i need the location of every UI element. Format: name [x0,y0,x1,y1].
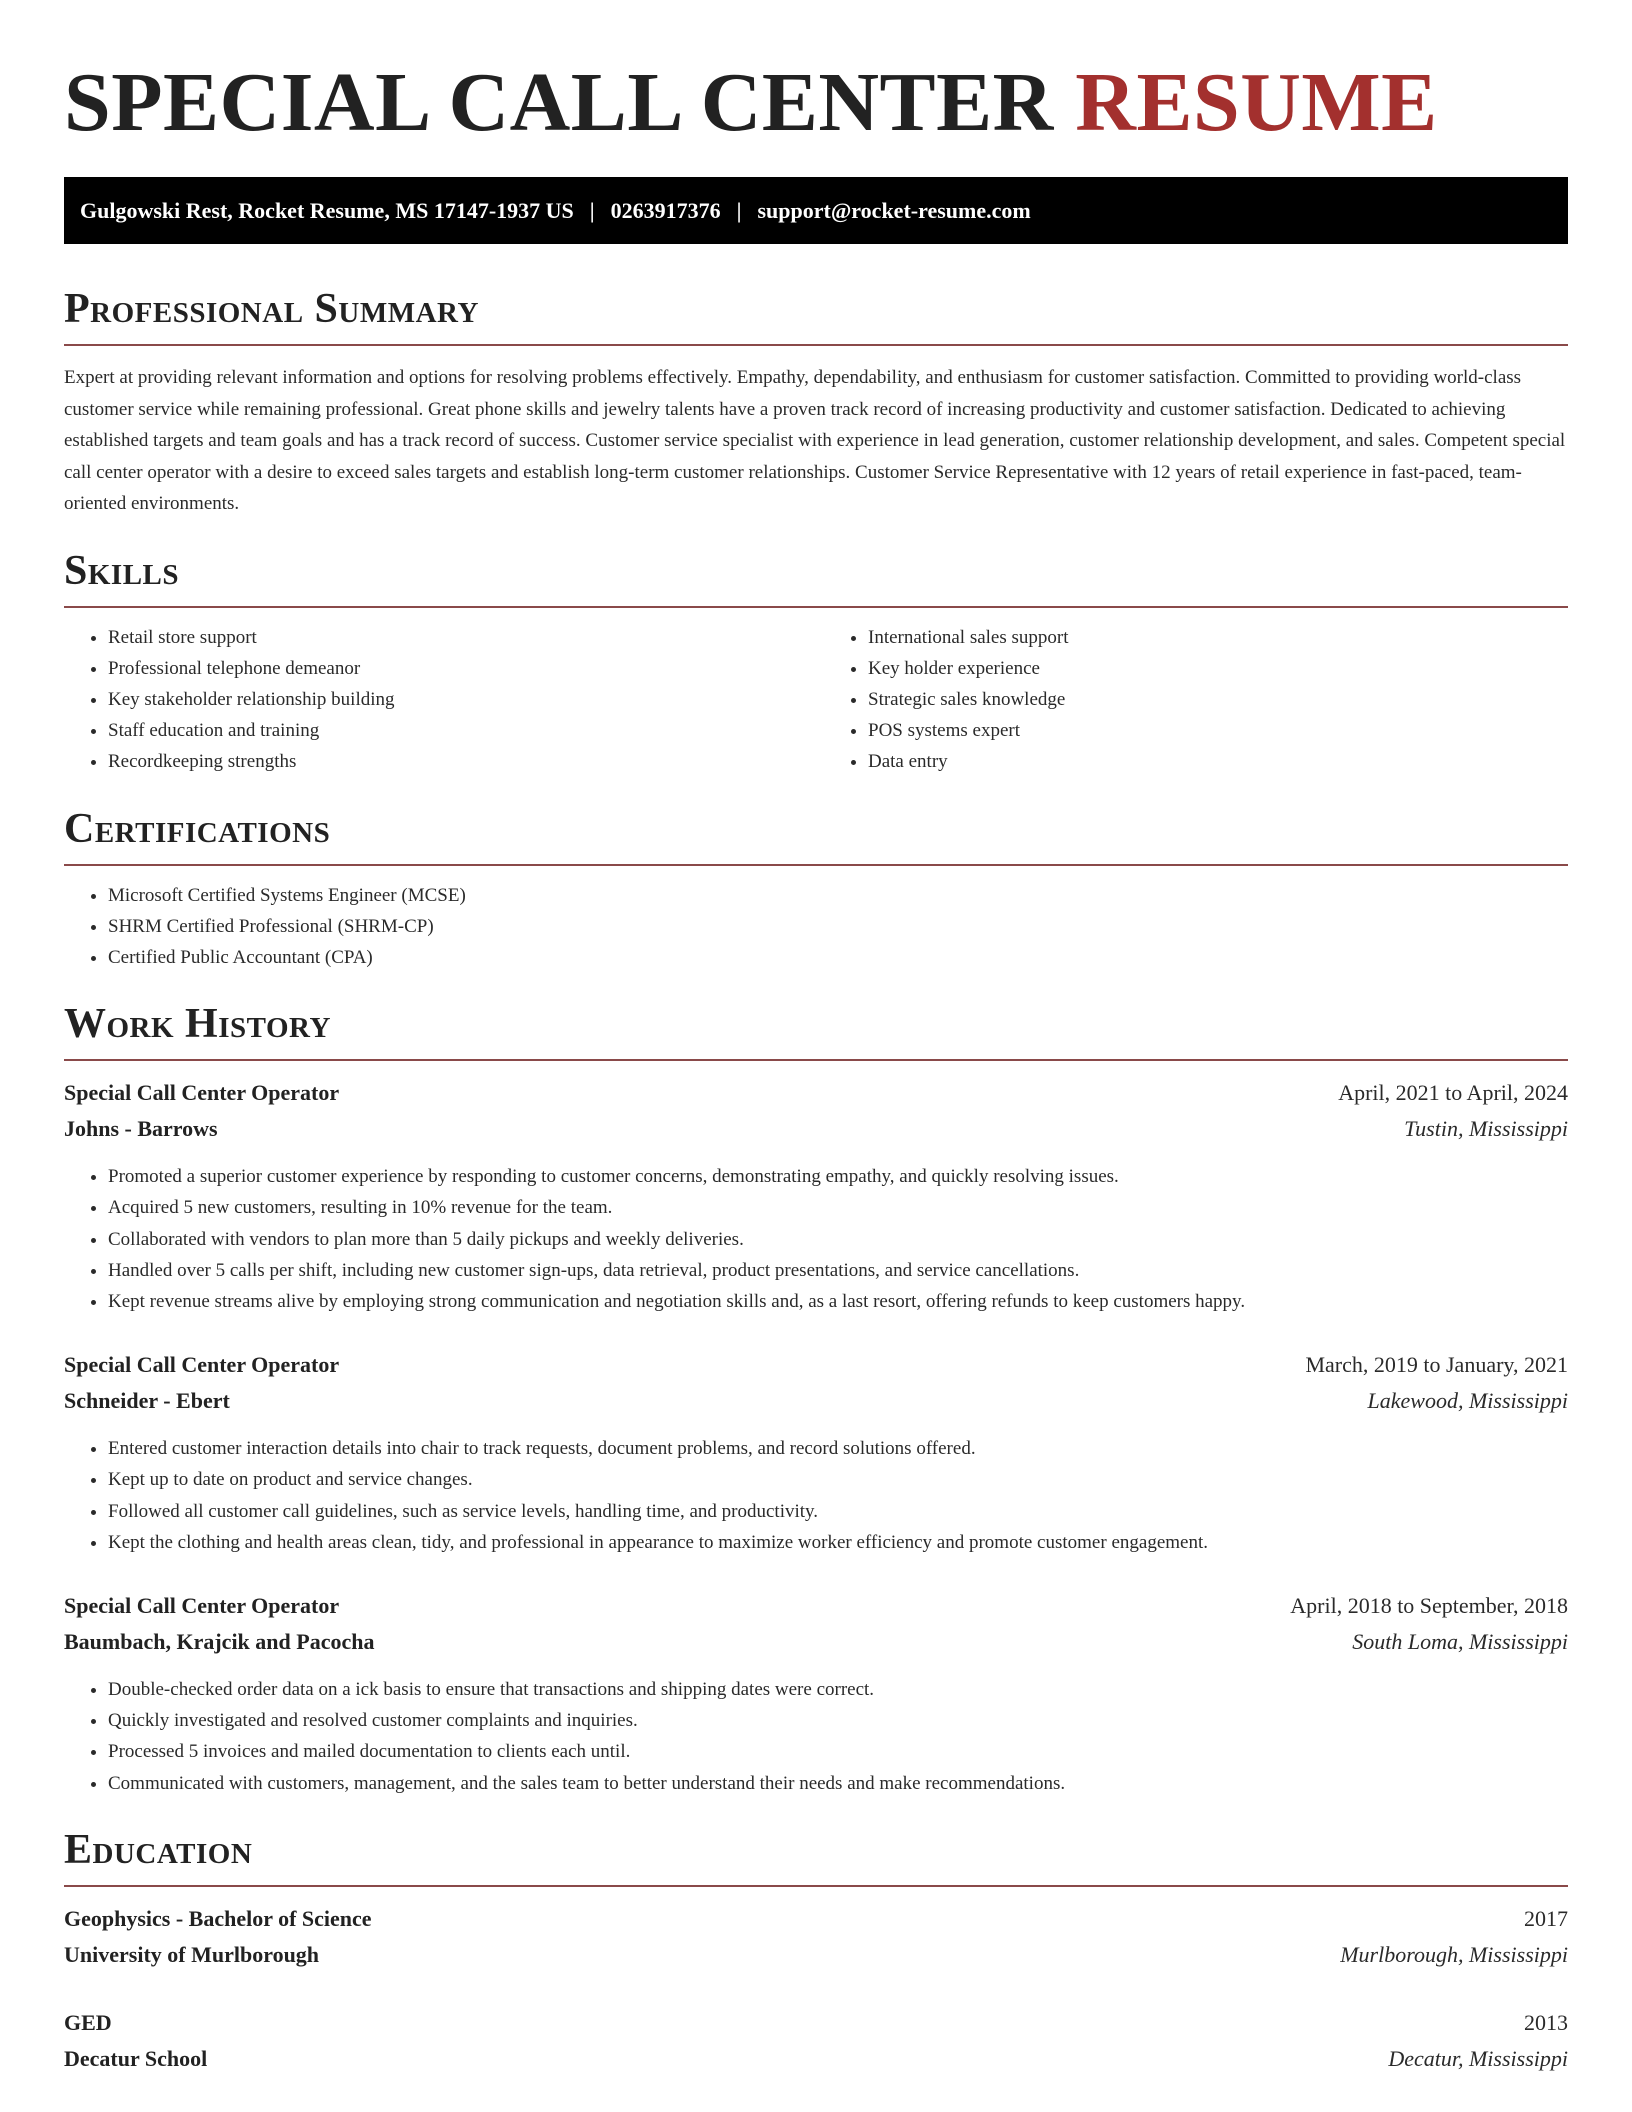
education-section [64,1825,1568,2077]
section-divider [64,344,1568,346]
skill-item: • POS systems expert [868,715,1568,746]
skill-item: • Key stakeholder relationship building [108,684,808,715]
job-bullet: • Communicated with customers, management, and the sales team to better understand their needs and make recommendations. [108,1768,1568,1799]
job-title: Special Call Center Operator [64,1352,340,1378]
job-location: Lakewood, Mississippi [1367,1388,1568,1414]
job-company-row [64,1111,1568,1147]
job-company: Baumbach, Krajcik and Pacocha [64,1628,375,1654]
job-bullets [64,1161,1568,1317]
skill-item: • Retail store support [108,622,808,653]
education-school-row [64,1937,1568,1973]
education-school: Decatur School [64,2045,208,2071]
education-school-row [64,2041,1568,2077]
certification-item: • SHRM Certified Professional (SHRM-CP) [108,911,1568,942]
resume-title [64,0,1568,148]
contact-bar [64,177,1568,244]
job-bullet: • Quickly investigated and resolved customer complaints and inquiries. [108,1705,1568,1736]
skills-section [64,546,1568,778]
summary-text: Expert at providing relevant information and options for resolving problems effectively. Empathy, dependability, and enthusiasm for customer satisfaction. Committed to providing world-class customer service while remaining professional. Great phone skills and jewelry talents have a proven track record of increasing productivity and customer satisfaction. Dedicated to achieving established targets and team goals and has a track record of success. Customer service specialist with experience in lead generation, customer relationship development, and sales. Competent special call center operator with a desire to exceed sales targets and establish long-term customer relationships. Customer Service Representative with 12 years of retail experience in fast-paced, team-oriented environments. [64,367,1566,514]
skill-item: • Professional telephone demeanor [108,653,808,684]
skill-item: • International sales support [868,622,1568,653]
certifications-section [64,804,1568,974]
job-dates: April, 2021 to April, 2024 [1338,1080,1568,1106]
job-bullet: • Kept up to date on product and service changes. [108,1464,1568,1495]
job-bullet: • Double-checked order data on a ick basis to ensure that transactions and shipping dates were correct. [108,1674,1568,1705]
section-divider [64,1059,1568,1061]
education-entry [64,1901,1568,1973]
section-heading-education: Education [64,1826,253,1873]
section-divider [64,864,1568,866]
certification-item: • Certified Public Accountant (CPA) [108,942,1568,973]
title-accent: RESUME [1075,56,1438,149]
job-title: Special Call Center Operator [64,1080,340,1106]
skills-list-right [824,622,1568,778]
job-bullet: • Collaborated with vendors to plan more than 5 daily pickups and weekly deliveries. [108,1224,1568,1255]
contact-separator: | [736,197,742,223]
certification-item: • Microsoft Certified Systems Engineer (MCSE) [108,880,1568,911]
education-header-row [64,2005,1568,2041]
section-divider [64,1885,1568,1887]
work-history-section [64,999,1568,1799]
job-bullet: • Processed 5 invoices and mailed documentation to clients each until. [108,1736,1568,1767]
education-location: Decatur, Mississippi [1388,2045,1568,2071]
education-degree: GED [64,2009,112,2035]
job-header-row [64,1588,1568,1624]
title-main: SPECIAL CALL CENTER [64,56,1054,149]
education-degree: Geophysics - Bachelor of Science [64,1905,372,1931]
job-location: South Loma, Mississippi [1352,1628,1568,1654]
skill-item: • Data entry [868,746,1568,777]
section-heading-skills: Skills [64,547,180,594]
job-bullet: • Handled over 5 calls per shift, including new customer sign-ups, data retrieval, product presentations, and service cancellations. [108,1255,1568,1286]
job-dates: March, 2019 to January, 2021 [1305,1352,1568,1378]
skill-item: • Key holder experience [868,653,1568,684]
education-entry [64,2005,1568,2077]
skills-list-left [64,622,808,778]
skill-item: • Staff education and training [108,715,808,746]
job-header-row [64,1075,1568,1111]
education-year: 2017 [1524,1905,1568,1931]
job-bullet: • Acquired 5 new customers, resulting in 10% revenue for the team. [108,1192,1568,1223]
education-school: University of Murlborough [64,1941,320,1967]
job-entry [64,1588,1568,1799]
section-heading-work-history: Work History [64,1001,331,1048]
job-dates: April, 2018 to September, 2018 [1290,1592,1568,1618]
contact-separator: | [589,197,595,223]
job-bullet: • Kept revenue streams alive by employing strong communication and negotiation skills and, as a last resort, offering refunds to keep customers happy. [108,1286,1568,1317]
contact-address: Gulgowski Rest, Rocket Resume, MS 17147-1937 US [80,197,574,223]
skill-item: • Strategic sales knowledge [868,684,1568,715]
job-entry [64,1347,1568,1558]
education-location: Murlborough, Mississippi [1340,1941,1568,1967]
job-bullet: • Kept the clothing and health areas clean, tidy, and professional in appearance to maximize worker efficiency and promote customer engagement. [108,1527,1568,1558]
job-company: Schneider - Ebert [64,1388,230,1414]
skill-item: • Recordkeeping strengths [108,746,808,777]
job-bullet: • Followed all customer call guidelines, such as service levels, handling time, and productivity. [108,1496,1568,1527]
job-location: Tustin, Mississippi [1404,1116,1568,1142]
skills-grid [64,608,1568,778]
job-title: Special Call Center Operator [64,1592,340,1618]
job-bullets [64,1674,1568,1799]
certifications-list [64,880,1568,974]
section-heading-summary: Professional Summary [64,286,479,332]
job-bullet: • Promoted a superior customer experience by responding to customer concerns, demonstrating empathy, and quickly resolving issues. [108,1161,1568,1192]
job-company-row [64,1624,1568,1660]
education-year: 2013 [1524,2009,1568,2035]
job-bullets [64,1433,1568,1558]
section-heading-certifications: Certifications [64,805,331,852]
job-entry [64,1075,1568,1317]
job-header-row [64,1347,1568,1383]
job-bullet: • Entered customer interaction details into chair to track requests, document problems, and record solutions offered. [108,1433,1568,1464]
education-header-row [64,1901,1568,1937]
job-company: Johns - Barrows [64,1116,218,1142]
summary-section [64,284,1568,520]
contact-email[interactable]: support@rocket-resume.com [757,197,1031,223]
job-company-row [64,1383,1568,1419]
contact-phone: 0263917376 [610,197,721,223]
